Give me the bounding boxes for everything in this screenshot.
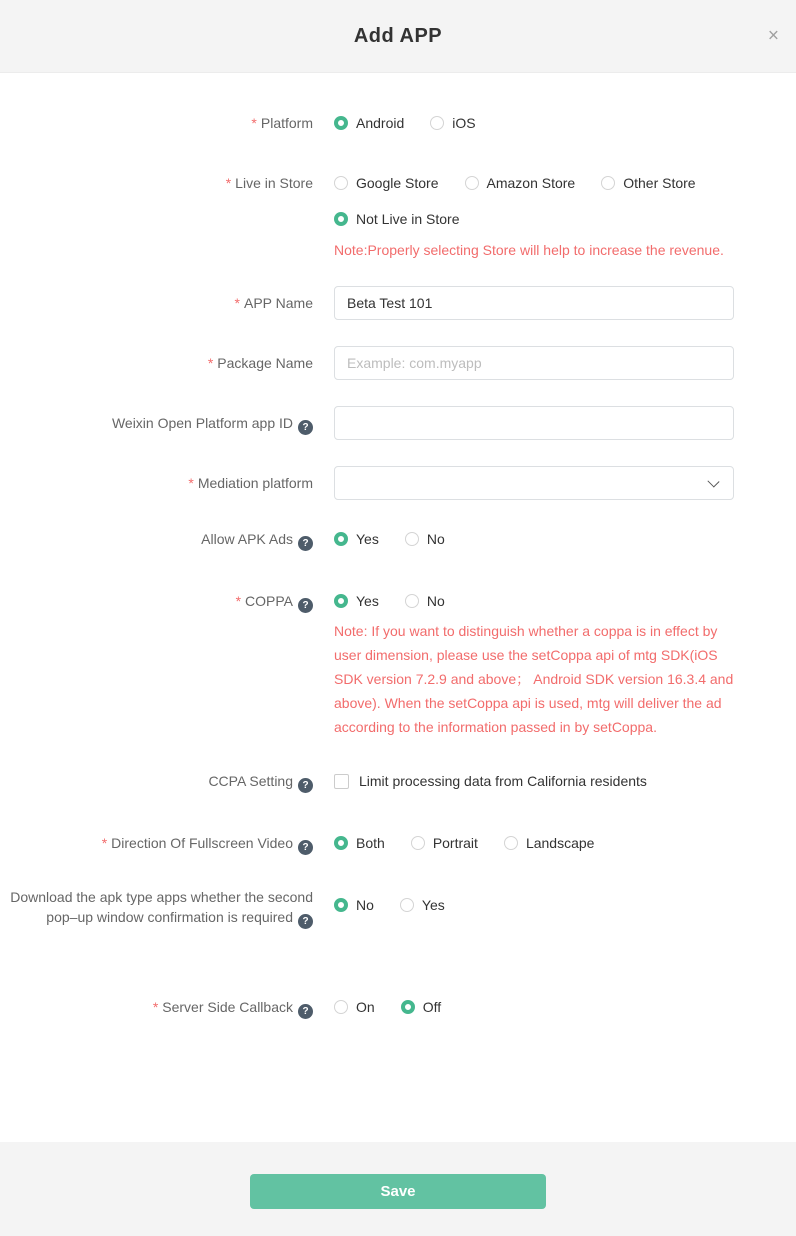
package-name-input[interactable] (334, 346, 734, 380)
radio-selected-icon (334, 594, 348, 608)
store-note-text: Note:Properly selecting Store will help to increase the revenue. (334, 242, 724, 258)
form-row-mediation-platform (0, 466, 796, 500)
download-apk-label: Download the apk type apps whether the second pop–up window confirmation is required ? (10, 889, 313, 927)
radio-coppa-yes[interactable]: Yes (334, 591, 379, 611)
dialog-footer (0, 1142, 796, 1236)
radio-download-yes[interactable]: Yes (400, 895, 445, 915)
store-radio-group-line1 (334, 173, 734, 193)
form-row-live-in-store (0, 173, 796, 262)
help-icon[interactable]: ? (298, 420, 313, 435)
mediation-platform-label: * Mediation platform (188, 475, 313, 491)
required-asterisk: * (188, 475, 194, 491)
help-icon[interactable]: ? (298, 840, 313, 855)
radio-unselected-icon (465, 176, 479, 190)
form-row-server-callback (0, 997, 796, 1019)
form-row-direction (0, 833, 796, 855)
radio-unselected-icon (400, 898, 414, 912)
close-icon[interactable]: × (767, 25, 779, 47)
radio-selected-icon (334, 836, 348, 850)
ccpa-setting-label: CCPA Setting ? (0, 771, 313, 793)
form-row-package-name (0, 346, 796, 380)
live-in-store-label: * Live in Store (225, 175, 313, 191)
radio-other-store[interactable]: Other Store (601, 173, 695, 193)
required-asterisk: * (101, 835, 108, 851)
server-callback-label: * Server Side Callback ? (0, 997, 313, 1019)
weixin-app-id-label: Weixin Open Platform app ID ? (0, 406, 313, 435)
radio-unselected-icon (411, 836, 425, 850)
allow-apk-ads-radio-group (334, 529, 734, 549)
radio-unselected-icon (504, 836, 518, 850)
radio-unselected-icon (405, 532, 419, 546)
radio-android[interactable]: Android (334, 113, 404, 133)
form-row-ccpa-setting (0, 771, 796, 793)
form-row-app-name (0, 286, 796, 320)
radio-unselected-icon (405, 594, 419, 608)
package-name-label: * Package Name (207, 355, 313, 371)
save-button[interactable]: Save (250, 1174, 546, 1209)
chevron-down-icon (707, 475, 719, 487)
app-name-input[interactable] (334, 286, 734, 320)
help-icon[interactable]: ? (298, 536, 313, 551)
form-row-download-apk (0, 887, 796, 929)
radio-unselected-icon (430, 116, 444, 130)
direction-label: * Direction Of Fullscreen Video ? (0, 833, 313, 855)
radio-unselected-icon (601, 176, 615, 190)
help-icon[interactable]: ? (298, 1004, 313, 1019)
radio-selected-icon (334, 532, 348, 546)
weixin-app-id-input[interactable] (334, 406, 734, 440)
radio-unselected-icon (334, 1000, 348, 1014)
required-asterisk: * (234, 295, 240, 311)
radio-coppa-no[interactable]: No (405, 591, 445, 611)
form-row-allow-apk-ads (0, 529, 796, 551)
radio-apk-ads-yes[interactable]: Yes (334, 529, 379, 549)
help-icon[interactable]: ? (298, 778, 313, 793)
required-asterisk: * (235, 593, 242, 609)
required-asterisk: * (251, 115, 257, 131)
app-name-label: * APP Name (234, 295, 313, 311)
form-row-platform (0, 113, 796, 133)
help-icon[interactable]: ? (298, 914, 313, 929)
required-asterisk: * (207, 355, 214, 371)
radio-download-no[interactable]: No (334, 895, 374, 915)
coppa-radio-group (334, 591, 734, 611)
radio-unselected-icon (334, 176, 348, 190)
form-row-coppa (0, 591, 796, 739)
radio-selected-icon (334, 898, 348, 912)
form-row-weixin-app-id (0, 406, 796, 440)
dialog-title: Add APP (353, 24, 443, 47)
radio-direction-portrait[interactable]: Portrait (411, 833, 478, 853)
mediation-platform-select[interactable] (334, 466, 734, 500)
radio-callback-on[interactable]: On (334, 997, 375, 1017)
coppa-label: * COPPA ? (0, 591, 313, 613)
server-callback-radio-group (334, 997, 734, 1017)
radio-selected-icon (334, 116, 348, 130)
radio-selected-icon (401, 1000, 415, 1014)
radio-direction-both[interactable]: Both (334, 833, 385, 853)
coppa-note-text: Note: If you want to distinguish whether a coppa is in effect by user dimension, please use the setCoppa api of mtg SDK(iOS SDK version 7.2.9 and above； Android SDK version 16.3.4 and above). When the setCoppa api is used, mtg will deliver the ad according to the information passed in by setCoppa. (334, 623, 734, 735)
required-asterisk: * (225, 175, 232, 191)
required-asterisk: * (152, 999, 159, 1015)
radio-amazon-store[interactable]: Amazon Store (465, 173, 576, 193)
add-app-form (0, 73, 796, 1019)
dialog-header (0, 0, 796, 73)
radio-callback-off[interactable]: Off (401, 997, 441, 1017)
radio-ios[interactable]: iOS (430, 113, 475, 133)
radio-direction-landscape[interactable]: Landscape (504, 833, 595, 853)
download-apk-radio-group (334, 895, 734, 915)
help-icon[interactable]: ? (298, 598, 313, 613)
platform-radio-group (334, 113, 734, 133)
ccpa-checkbox[interactable]: Limit processing data from California residents (334, 771, 734, 791)
radio-not-live-in-store[interactable]: Not Live in Store (334, 209, 460, 229)
platform-label: * Platform (251, 115, 313, 131)
store-radio-group-line2 (334, 209, 734, 229)
checkbox-unchecked-icon (334, 774, 349, 789)
direction-radio-group (334, 833, 734, 853)
radio-apk-ads-no[interactable]: No (405, 529, 445, 549)
allow-apk-ads-label: Allow APK Ads ? (0, 529, 313, 551)
radio-google-store[interactable]: Google Store (334, 173, 439, 193)
radio-selected-icon (334, 212, 348, 226)
